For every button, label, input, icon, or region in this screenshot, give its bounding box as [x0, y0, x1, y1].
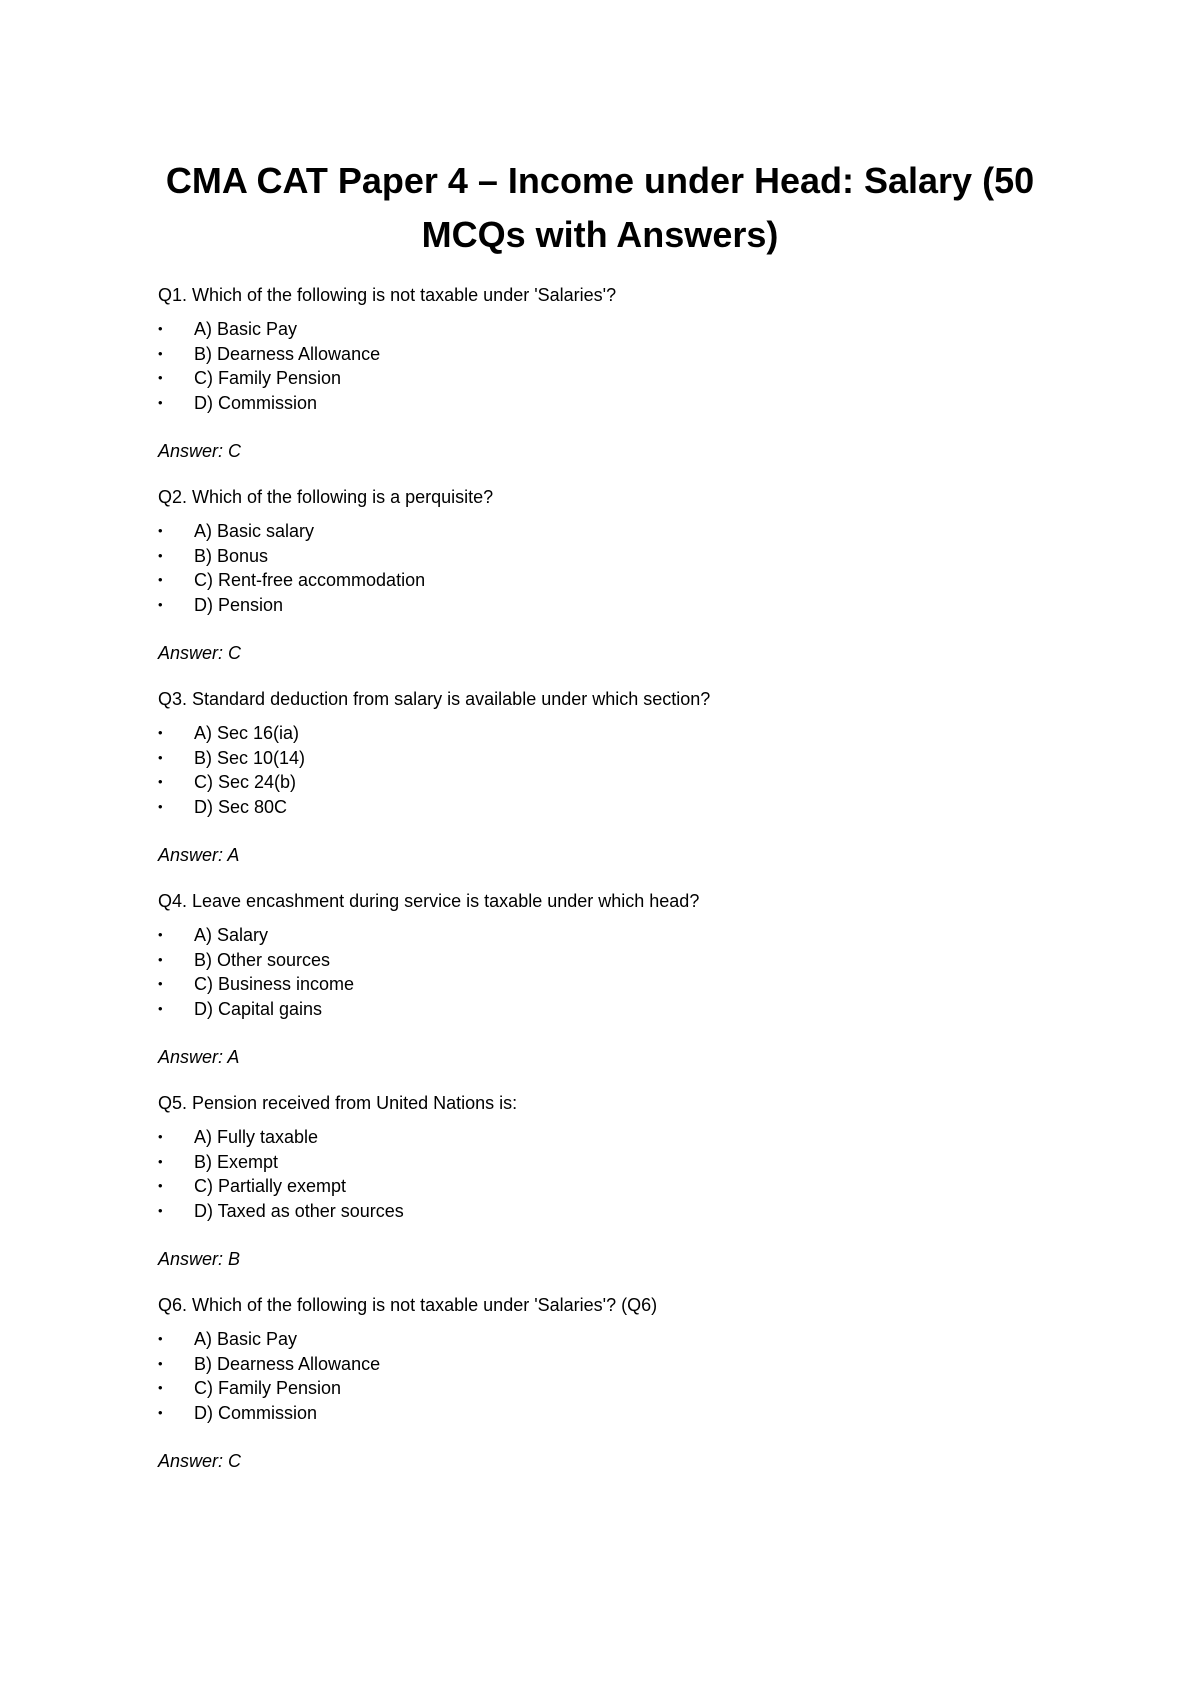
bullet-icon: •	[158, 1129, 163, 1144]
option-list	[158, 1327, 1058, 1425]
bullet-icon: •	[158, 1178, 163, 1193]
question-text: Q3. Standard deduction from salary is available under which section?	[158, 689, 711, 709]
option-item	[158, 923, 1058, 948]
question-text: Q1. Which of the following is not taxable under 'Salaries'?	[158, 285, 617, 305]
answer-text: Answer: C	[158, 441, 242, 461]
question-block-q1	[158, 284, 1058, 462]
option-label: B) Bonus	[194, 545, 269, 566]
question-block-q6	[158, 1294, 1058, 1472]
question-text: Q4. Leave encashment during service is taxable under which head?	[158, 891, 700, 911]
bullet-icon: •	[158, 523, 163, 538]
question-list	[158, 284, 1058, 1496]
option-item	[158, 519, 1058, 544]
option-label: B) Other sources	[194, 949, 331, 970]
option-item	[158, 1199, 1058, 1224]
option-label: A) Salary	[194, 925, 269, 945]
option-label: C) Family Pension	[194, 1378, 342, 1398]
option-list	[158, 1125, 1058, 1223]
option-item	[158, 1352, 1058, 1377]
answer-text: Answer: B	[158, 1249, 241, 1269]
option-item	[158, 317, 1058, 342]
option-item	[158, 366, 1058, 391]
option-label: D) Taxed as other sources	[194, 1200, 404, 1221]
option-label: A) Basic Pay	[194, 319, 298, 339]
option-label: D) Pension	[194, 594, 284, 615]
question-text: Q2. Which of the following is a perquisite?	[158, 487, 494, 507]
option-label: A) Basic Pay	[194, 1329, 298, 1349]
option-label: A) Fully taxable	[194, 1127, 319, 1147]
option-label: D) Commission	[194, 1402, 318, 1423]
option-item	[158, 593, 1058, 618]
bullet-icon: •	[158, 725, 163, 740]
option-item	[158, 1376, 1058, 1401]
bullet-icon: •	[158, 572, 163, 587]
answer-text: Answer: C	[158, 643, 242, 663]
answer-text: Answer: C	[158, 1451, 242, 1471]
option-item	[158, 997, 1058, 1022]
document-title: CMA CAT Paper 4 – Income under Head: Salary (50 MCQs with Answers)	[165, 160, 1035, 255]
option-list	[158, 721, 1058, 819]
bullet-icon: •	[158, 394, 163, 410]
bullet-icon: •	[158, 1355, 163, 1371]
option-label: C) Partially exempt	[194, 1176, 347, 1196]
option-item	[158, 721, 1058, 746]
question-block-q2	[158, 486, 1058, 664]
option-item	[158, 972, 1058, 997]
bullet-icon: •	[158, 1153, 163, 1169]
option-label: C) Rent-free accommodation	[194, 570, 426, 590]
option-label: D) Sec 80C	[194, 796, 288, 817]
option-item	[158, 746, 1058, 771]
option-label: B) Dearness Allowance	[194, 343, 381, 364]
bullet-icon: •	[158, 1404, 163, 1420]
option-list	[158, 519, 1058, 617]
bullet-icon: •	[158, 596, 163, 612]
bullet-icon: •	[158, 951, 163, 967]
question-text: Q6. Which of the following is not taxable under 'Salaries'? (Q6)	[158, 1295, 658, 1315]
question-block-q4	[158, 890, 1058, 1068]
option-item	[158, 795, 1058, 820]
option-item	[158, 1174, 1058, 1199]
bullet-icon: •	[158, 1202, 163, 1218]
option-item	[158, 770, 1058, 795]
bullet-icon: •	[158, 749, 163, 765]
option-item	[158, 544, 1058, 569]
option-item	[158, 1327, 1058, 1352]
bullet-icon: •	[158, 321, 163, 336]
option-label: C) Family Pension	[194, 368, 342, 388]
option-item	[158, 1401, 1058, 1426]
bullet-icon: •	[158, 1331, 163, 1346]
answer-text: Answer: A	[158, 845, 240, 865]
bullet-icon: •	[158, 345, 163, 361]
option-item	[158, 342, 1058, 367]
bullet-icon: •	[158, 976, 163, 991]
bullet-icon: •	[158, 1380, 163, 1395]
option-item	[158, 948, 1058, 973]
option-label: D) Capital gains	[194, 998, 323, 1019]
option-item	[158, 1125, 1058, 1150]
option-list	[158, 923, 1058, 1021]
answer-text: Answer: A	[158, 1047, 240, 1067]
option-item	[158, 1150, 1058, 1175]
option-label: C) Sec 24(b)	[194, 772, 297, 792]
question-block-q3	[158, 688, 1058, 866]
option-item	[158, 568, 1058, 593]
option-list	[158, 317, 1058, 415]
option-label: C) Business income	[194, 974, 355, 994]
question-block-q5	[158, 1092, 1058, 1270]
option-label: B) Sec 10(14)	[194, 747, 306, 768]
option-label: A) Basic salary	[194, 521, 315, 541]
question-text: Q5. Pension received from United Nations is:	[158, 1093, 518, 1113]
bullet-icon: •	[158, 927, 163, 942]
bullet-icon: •	[158, 798, 163, 814]
option-label: D) Commission	[194, 392, 318, 413]
option-label: B) Exempt	[194, 1151, 279, 1172]
option-label: A) Sec 16(ia)	[194, 723, 300, 743]
option-item	[158, 391, 1058, 416]
bullet-icon: •	[158, 1000, 163, 1016]
bullet-icon: •	[158, 547, 163, 563]
option-label: B) Dearness Allowance	[194, 1353, 381, 1374]
bullet-icon: •	[158, 774, 163, 789]
bullet-icon: •	[158, 370, 163, 385]
